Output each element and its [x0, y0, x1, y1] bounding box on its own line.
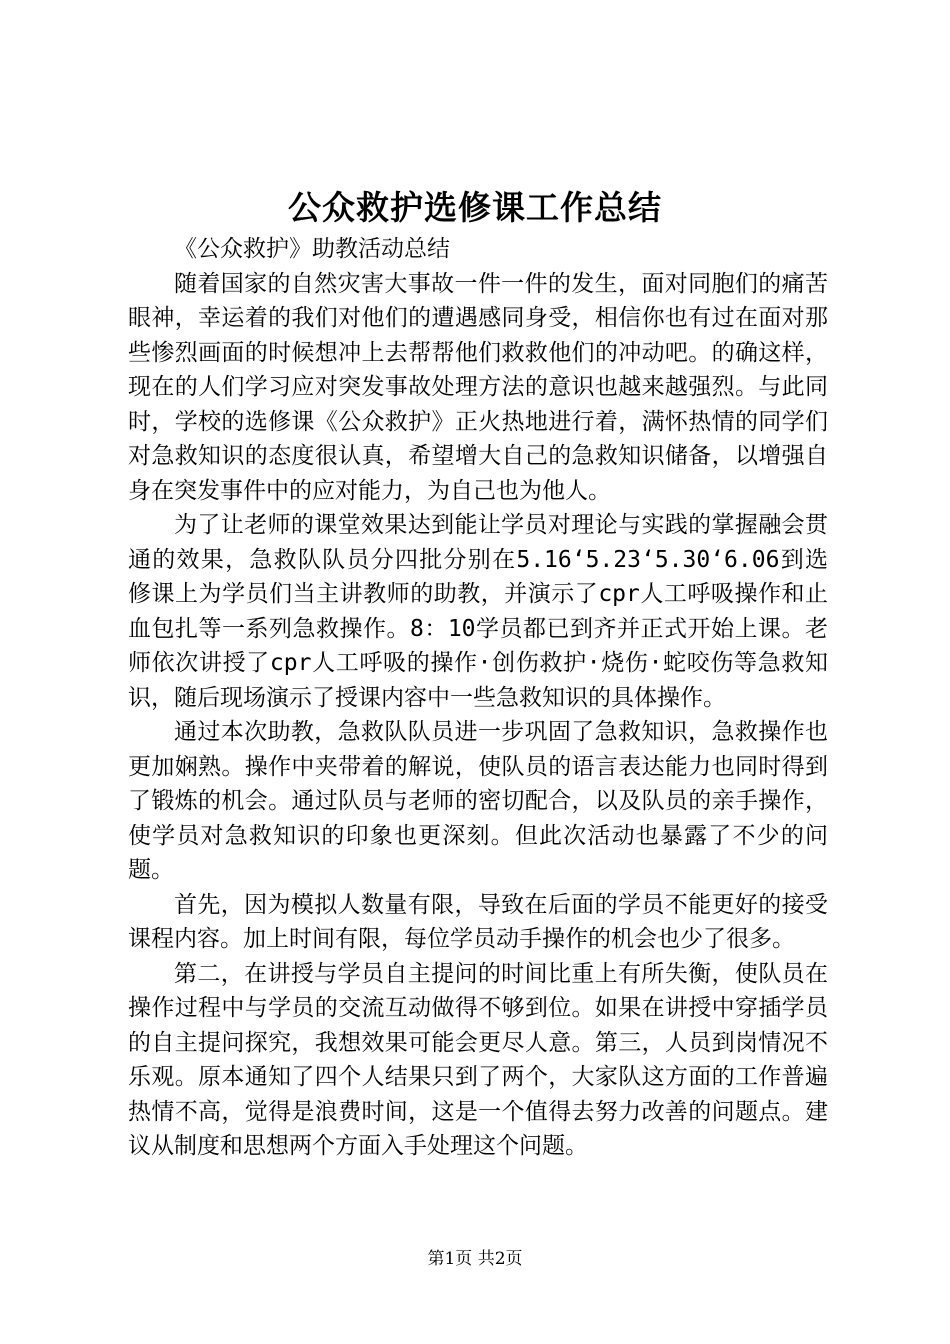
body-paragraph: 通过本次助教，急救队队员进一步巩固了急救知识，急救操作也更加娴熟。操作中夹带着的解说，使队员的语言表达能力也同时得到了锻炼的机会。通过队员与老师的密切配合，以及队员的亲手操作，使学员对急救知识的印象也更深刻。但此次活动也暴露了不少的问题。: [128, 719, 828, 883]
body-paragraph: 首先，因为模拟人数量有限，导致在后面的学员不能更好的接受课程内容。加上时间有限，每位学员动手操作的机会也少了很多。: [128, 891, 828, 952]
page-footer: 第1页 共2页: [427, 1249, 523, 1269]
document-body: [128, 232, 828, 1164]
body-paragraph: 随着国家的自然灾害大事故一件一件的发生，面对同胞们的痛苦眼神，幸运着的我们对他们的遭遇感同身受，相信你也有过在面对那些惨烈画面的时候想冲上去帮帮他们救救他们的冲动吧。的确这样，现在的人们学习应对突发事故处理方法的意识也越来越强烈。与此同时，学校的选修课《公众救护》正火热地进行着，满怀热情的同学们对急救知识的态度很认真，希望增大自己的急救知识储备，以增强自身在突发事件中的应对能力，为自己也为他人。: [128, 270, 828, 504]
body-paragraph: 为了让老师的课堂效果达到能让学员对理论与实践的掌握融会贯通的效果，急救队队员分四批分别在5.16‘5.23‘5.30‘6.06到选修课上为学员们当主讲教师的助教，并演示了cpr人工呼吸操作和止血包扎等一系列急救操作。8：10学员都已到齐并正式开始上课。老师依次讲授了cpr人工呼吸的操作·创伤救护·烧伤·蛇咬伤等急救知识，随后现场演示了授课内容中一些急救知识的具体操作。: [128, 512, 828, 711]
subtitle-paragraph: 《公众救护》助教活动总结: [174, 236, 450, 262]
document-title: 公众救护选修课工作总结: [288, 188, 662, 227]
body-paragraph: 第二，在讲授与学员自主提问的时间比重上有所失衡，使队员在操作过程中与学员的交流互动做得不够到位。如果在讲授中穿插学员的自主提问探究，我想效果可能会更尽人意。第三，人员到岗情况不乐观。原本通知了四个人结果只到了两个，大家队这方面的工作普遍热情不高，觉得是浪费时间，这是一个值得去努力改善的问题点。建议从制度和思想两个方面入手处理这个问题。: [128, 960, 828, 1159]
